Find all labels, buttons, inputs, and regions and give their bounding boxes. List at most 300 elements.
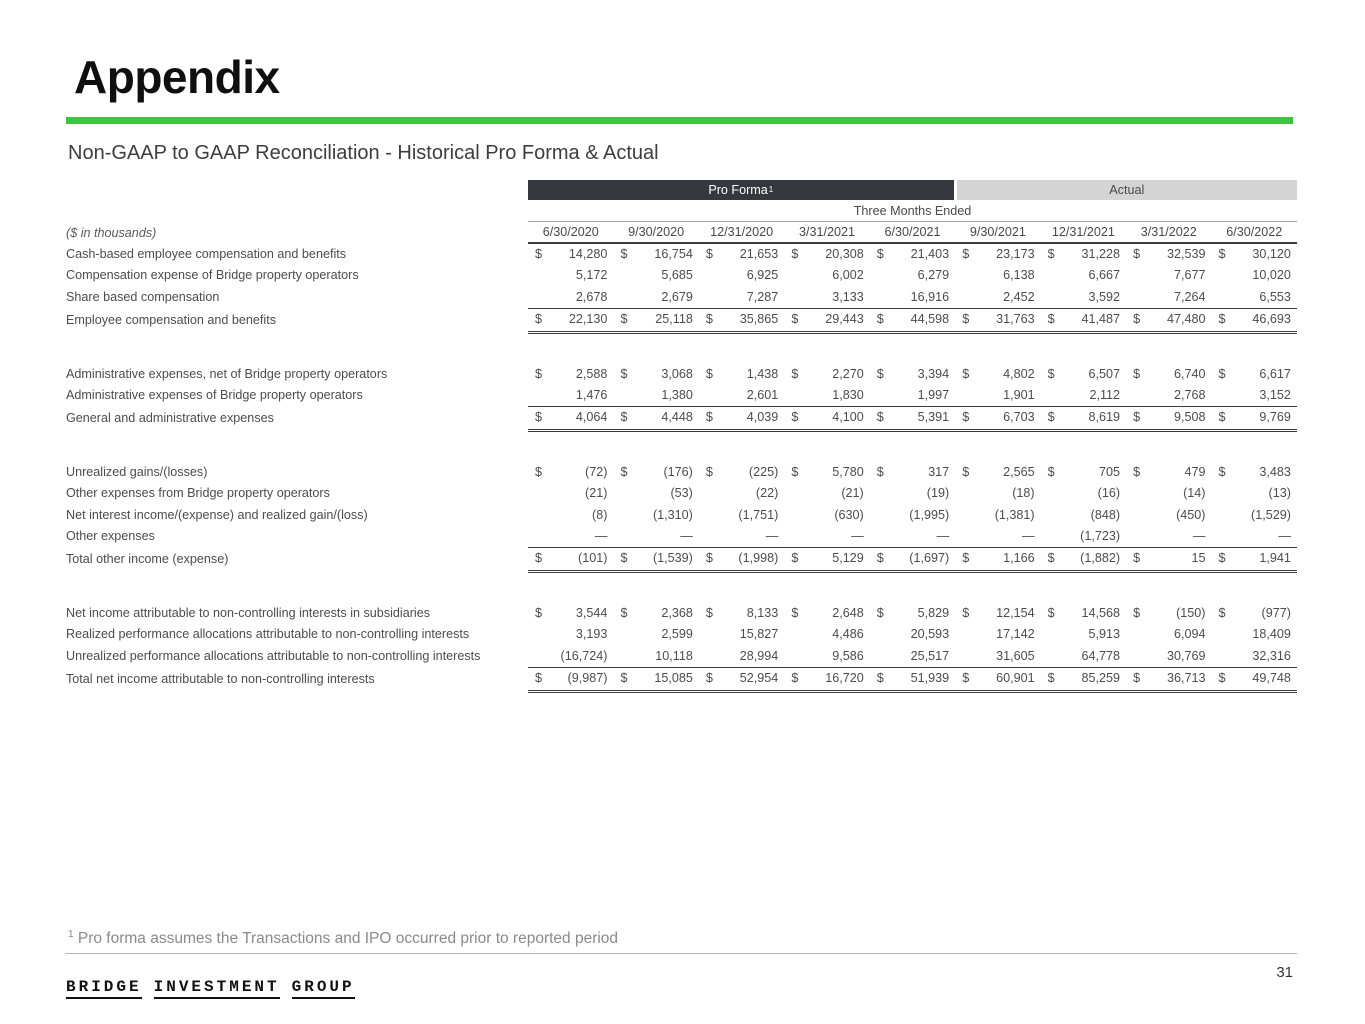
cell-value: 1,380: [661, 388, 693, 403]
table-row: [66, 462, 1297, 483]
currency-symbol: $: [962, 366, 970, 381]
company-logo: [66, 978, 367, 996]
currency-symbol: $: [1133, 410, 1141, 425]
table-cell: [1212, 385, 1297, 406]
cell-value: 41,487: [1081, 312, 1121, 327]
cell-value: (176): [663, 464, 693, 479]
cell-value: 10,020: [1252, 268, 1291, 283]
cell-value: (16): [1097, 486, 1121, 501]
table-cell: [528, 462, 613, 483]
row-cells: [528, 483, 1297, 504]
reconciliation-table: [66, 180, 1297, 693]
cell-value: 15: [1191, 551, 1206, 566]
cell-value: 20,308: [825, 247, 864, 261]
table-cell: [870, 462, 955, 483]
table-cell: [1212, 407, 1297, 428]
cell-value: 16,916: [910, 289, 950, 304]
cell-value: 31,228: [1081, 247, 1121, 261]
currency-symbol: $: [535, 312, 543, 327]
table-cell: [699, 526, 784, 547]
table-cell: [613, 385, 698, 406]
row-label: Share based compensation: [66, 289, 220, 304]
table-cell: [955, 462, 1040, 483]
cell-value: —: [594, 529, 608, 544]
table-cell: [613, 244, 698, 265]
cell-value: 4,100: [832, 410, 864, 425]
cell-value: 479: [1184, 464, 1206, 479]
cell-value: 6,617: [1259, 366, 1291, 381]
currency-symbol: $: [535, 410, 543, 425]
table-cell: [955, 287, 1040, 308]
cell-value: 2,601: [746, 388, 779, 403]
table-cell: [784, 462, 869, 483]
cell-value: 31,763: [996, 312, 1035, 327]
currency-symbol: $: [791, 366, 799, 381]
table-section: [66, 364, 1297, 432]
row-label: Net interest income/(expense) and realized gain/(loss): [66, 507, 368, 522]
row-cells: [528, 603, 1297, 624]
table-cell: [699, 603, 784, 624]
cell-value: (1,529): [1251, 507, 1291, 522]
row-cells: [528, 505, 1297, 526]
table-row: [66, 265, 1297, 286]
footnote-text: Pro forma assumes the Transactions and IPO occurred prior to reported period: [73, 930, 619, 948]
currency-symbol: $: [535, 605, 543, 620]
cell-value: 4,802: [1003, 366, 1035, 381]
cell-value: 5,129: [832, 551, 864, 566]
table-cell: [955, 244, 1040, 265]
table-cell: [955, 265, 1040, 286]
cell-value: 49,748: [1252, 671, 1291, 686]
currency-symbol: $: [620, 464, 628, 479]
cell-value: 32,539: [1166, 247, 1206, 261]
currency-symbol: $: [1133, 247, 1141, 261]
table-cell: [613, 548, 698, 569]
cell-value: 23,173: [996, 247, 1035, 261]
table-group-header-row: [66, 180, 1297, 200]
currency-symbol: $: [1047, 366, 1055, 381]
table-cell: [955, 624, 1040, 645]
table-cell: [955, 548, 1040, 569]
currency-symbol: $: [535, 366, 543, 381]
currency-symbol: $: [705, 605, 713, 620]
table-cell: [1126, 364, 1211, 385]
table-cell: [955, 385, 1040, 406]
table-cell: [699, 407, 784, 428]
currency-symbol: $: [962, 247, 970, 261]
table-cell: [1126, 244, 1211, 265]
table-cell: [784, 668, 869, 689]
table-cell: [1126, 646, 1211, 667]
cell-value: 20,593: [910, 627, 950, 642]
table-cell: [613, 526, 698, 547]
currency-symbol: $: [962, 551, 970, 566]
column-headers: [528, 222, 1297, 244]
footnote: [68, 929, 618, 948]
currency-symbol: $: [535, 671, 543, 686]
period-header-label: Three Months Ended: [528, 201, 1297, 222]
cell-value: 29,443: [825, 312, 864, 327]
table-row: [66, 287, 1297, 308]
table-total-row: [66, 308, 1297, 333]
table-cell: [528, 646, 613, 667]
currency-symbol: $: [876, 605, 884, 620]
cell-value: 2,648: [832, 605, 864, 620]
table-cell: [870, 668, 955, 689]
cell-value: (1,310): [652, 507, 693, 522]
row-cells: [528, 244, 1297, 265]
currency-symbol: $: [620, 366, 628, 381]
footer-divider: [65, 953, 1297, 954]
currency-symbol: $: [791, 551, 799, 566]
currency-symbol: $: [876, 464, 884, 479]
table-cell: [1041, 668, 1126, 689]
cell-value: 25,118: [655, 312, 693, 327]
cell-value: 30,769: [1166, 648, 1206, 663]
cell-value: 30,120: [1252, 247, 1291, 261]
table-cell: [1212, 462, 1297, 483]
currency-symbol: $: [791, 312, 799, 327]
logo-word: INVESTMENT: [154, 978, 280, 999]
table-cell: [955, 309, 1040, 330]
cell-value: —: [680, 529, 693, 544]
table-cell: [870, 548, 955, 569]
cell-value: —: [936, 529, 950, 544]
table-cell: [784, 603, 869, 624]
currency-symbol: $: [962, 410, 970, 425]
cell-value: (848): [1090, 507, 1121, 522]
cell-value: 36,713: [1166, 671, 1206, 686]
table-cell: [1041, 603, 1126, 624]
table-cell: [955, 407, 1040, 428]
table-section: [66, 462, 1297, 573]
table-cell: [699, 287, 784, 308]
table-section: [66, 244, 1297, 334]
table-cell: [528, 364, 613, 385]
table-cell: [1126, 548, 1211, 569]
cell-value: 2,768: [1173, 388, 1206, 403]
table-section: [66, 603, 1297, 693]
cell-value: 7,677: [1173, 268, 1206, 283]
table-cell: [699, 483, 784, 504]
cell-value: 31,605: [996, 648, 1035, 663]
table-cell: [699, 548, 784, 569]
cell-value: 6,740: [1173, 366, 1206, 381]
table-cell: [528, 624, 613, 645]
cell-value: 3,152: [1259, 388, 1291, 403]
table-cell: [528, 603, 613, 624]
cell-value: 5,829: [917, 605, 950, 620]
cell-value: 6,279: [917, 268, 950, 283]
currency-symbol: $: [620, 247, 628, 261]
table-cell: [613, 407, 698, 428]
table-cell: [613, 483, 698, 504]
currency-symbol: $: [1047, 671, 1055, 686]
table-cell: [613, 364, 698, 385]
cell-value: 317: [928, 464, 950, 479]
table-cell: [1041, 505, 1126, 526]
cell-value: —: [851, 529, 864, 544]
table-cell: [784, 287, 869, 308]
table-cell: [1041, 364, 1126, 385]
cell-value: 25,517: [910, 648, 950, 663]
cell-value: 15,827: [739, 627, 779, 642]
actual-header-bar: [957, 180, 1297, 200]
cell-value: (1,998): [738, 551, 779, 566]
table-cell: [1212, 603, 1297, 624]
table-cell: [613, 287, 698, 308]
table-cell: [1212, 287, 1297, 308]
table-cell: [870, 407, 955, 428]
currency-symbol: $: [1218, 551, 1226, 566]
cell-value: (1,381): [994, 507, 1035, 522]
table-row: [66, 364, 1297, 385]
table-cell: [1126, 287, 1211, 308]
cell-value: 5,780: [832, 464, 864, 479]
table-cell: [1126, 505, 1211, 526]
cell-value: (13): [1268, 486, 1291, 501]
cell-value: 3,193: [575, 627, 608, 642]
table-cell: [1212, 668, 1297, 689]
cell-value: 9,508: [1173, 410, 1206, 425]
table-cell: [528, 526, 613, 547]
table-cell: [1126, 309, 1211, 330]
table-cell: [613, 309, 698, 330]
column-header-date: 6/30/2022: [1226, 225, 1283, 239]
table-total-row: [66, 667, 1297, 692]
cell-value: (101): [578, 551, 608, 566]
row-label: Cash-based employee compensation and benefits: [66, 247, 347, 261]
currency-symbol: $: [876, 410, 884, 425]
currency-symbol: $: [1047, 410, 1055, 425]
table-cell: [784, 646, 869, 667]
currency-symbol: $: [962, 605, 970, 620]
cell-value: (21): [585, 486, 608, 501]
table-cell: [1212, 265, 1297, 286]
cell-value: 2,678: [575, 289, 608, 304]
cell-value: (977): [1261, 605, 1291, 620]
column-header-date: 6/30/2020: [542, 225, 599, 239]
row-label: Administrative expenses of Bridge property operators: [66, 388, 363, 403]
cell-value: 1,166: [1003, 551, 1035, 566]
table-cell: [870, 364, 955, 385]
row-cells: [528, 624, 1297, 645]
table-cell: [1041, 483, 1126, 504]
cell-value: 1,941: [1259, 551, 1291, 566]
table-cell: [528, 385, 613, 406]
currency-symbol: $: [620, 605, 628, 620]
table-row: [66, 526, 1297, 547]
cell-value: 5,913: [1088, 627, 1121, 642]
table-cell: [528, 287, 613, 308]
cell-value: 10,118: [655, 648, 693, 663]
currency-symbol: $: [535, 551, 543, 566]
row-label: Other expenses: [66, 529, 155, 544]
table-cell: [784, 505, 869, 526]
table-cell: [1041, 646, 1126, 667]
currency-symbol: $: [1218, 247, 1226, 261]
currency-symbol: $: [791, 671, 799, 686]
cell-value: —: [1192, 529, 1206, 544]
table-cell: [613, 624, 698, 645]
cell-value: 4,039: [746, 410, 779, 425]
table-cell: [528, 483, 613, 504]
cell-value: 1,476: [575, 388, 608, 403]
currency-symbol: $: [876, 671, 884, 686]
cell-value: 17,142: [996, 627, 1035, 642]
table-cell: [870, 385, 955, 406]
table-cell: [699, 624, 784, 645]
currency-symbol: $: [962, 464, 970, 479]
cell-value: 1,830: [832, 388, 864, 403]
row-cells: [528, 308, 1297, 333]
currency-symbol: $: [1047, 605, 1055, 620]
column-header-date: 3/31/2021: [799, 225, 856, 239]
currency-symbol: $: [1133, 605, 1141, 620]
cell-value: 9,586: [832, 648, 864, 663]
cell-value: (14): [1183, 486, 1206, 501]
table-cell: [1041, 287, 1126, 308]
cell-value: (630): [834, 507, 864, 522]
cell-value: (150): [1176, 605, 1206, 620]
table-cell: [528, 265, 613, 286]
cell-value: 2,112: [1089, 388, 1121, 403]
table-cell: [784, 364, 869, 385]
cell-value: 85,259: [1081, 671, 1121, 686]
table-cell: [870, 646, 955, 667]
cell-value: 15,085: [654, 671, 693, 686]
table-cell: [1212, 526, 1297, 547]
table-cell: [1041, 548, 1126, 569]
table-cell: [870, 505, 955, 526]
row-cells: [528, 364, 1297, 385]
table-row: [66, 603, 1297, 624]
table-cell: [1212, 309, 1297, 330]
table-cell: [699, 646, 784, 667]
currency-symbol: $: [1047, 551, 1055, 566]
table-cell: [1212, 505, 1297, 526]
currency-symbol: $: [791, 464, 799, 479]
slide-subtitle: Non-GAAP to GAAP Reconciliation - Historical Pro Forma & Actual: [68, 142, 659, 164]
cell-value: (1,751): [738, 507, 779, 522]
table-row: [66, 624, 1297, 645]
cell-value: (8): [592, 507, 608, 522]
row-label: Total other income (expense): [66, 552, 229, 567]
cell-value: 5,391: [917, 410, 950, 425]
row-label: Compensation expense of Bridge property operators: [66, 268, 359, 283]
currency-symbol: $: [705, 551, 713, 566]
table-cell: [699, 462, 784, 483]
table-cell: [784, 526, 869, 547]
cell-value: 6,002: [832, 268, 864, 283]
table-cell: [784, 407, 869, 428]
table-cell: [1212, 483, 1297, 504]
cell-value: 6,553: [1259, 289, 1291, 304]
row-label: Other expenses from Bridge property operators: [66, 486, 330, 501]
cell-value: (22): [755, 486, 779, 501]
row-cells: [528, 646, 1297, 667]
table-cell: [1212, 624, 1297, 645]
cell-value: 21,653: [739, 247, 779, 261]
cell-value: 6,703: [1003, 410, 1035, 425]
table-cell: [613, 265, 698, 286]
currency-symbol: $: [1133, 671, 1141, 686]
currency-symbol: $: [1218, 671, 1226, 686]
table-cell: [1126, 462, 1211, 483]
currency-symbol: $: [1218, 410, 1226, 425]
cell-value: 8,619: [1088, 410, 1121, 425]
cell-value: 3,394: [917, 366, 950, 381]
row-label: Administrative expenses, net of Bridge property operators: [66, 366, 388, 381]
cell-value: 5,172: [575, 268, 608, 283]
table-cell: [784, 309, 869, 330]
row-cells: [528, 462, 1297, 483]
table-cell: [1041, 385, 1126, 406]
table-cell: [784, 244, 869, 265]
table-cell: [1041, 462, 1126, 483]
table-cell: [1041, 244, 1126, 265]
cell-value: 2,452: [1003, 289, 1035, 304]
logo-word: GROUP: [292, 978, 355, 999]
actual-header-label: Actual: [1109, 183, 1145, 197]
row-cells: [528, 385, 1297, 406]
cell-value: 8,133: [746, 605, 779, 620]
table-cell: [1126, 668, 1211, 689]
table-cell: [870, 624, 955, 645]
table-cell: [955, 646, 1040, 667]
cell-value: 2,679: [661, 289, 693, 304]
currency-symbol: $: [876, 551, 884, 566]
period-header-row: [66, 201, 1297, 222]
cell-value: 4,486: [832, 627, 864, 642]
cell-value: 18,409: [1252, 627, 1291, 642]
cell-value: 44,598: [910, 312, 950, 327]
currency-symbol: $: [1133, 464, 1141, 479]
title-accent-rule: [66, 117, 1293, 124]
cell-value: (72): [585, 464, 608, 479]
table-cell: [699, 385, 784, 406]
cell-value: 51,939: [910, 671, 950, 686]
table-cell: [1041, 265, 1126, 286]
cell-value: 47,480: [1166, 312, 1206, 327]
cell-value: 3,068: [661, 366, 693, 381]
cell-value: 4,448: [661, 410, 693, 425]
table-cell: [613, 462, 698, 483]
cell-value: 12,154: [996, 605, 1035, 620]
column-header-date: 12/31/2021: [1051, 225, 1115, 239]
cell-value: (21): [841, 486, 864, 501]
currency-symbol: $: [1133, 366, 1141, 381]
table-cell: [1126, 603, 1211, 624]
row-cells: [528, 526, 1297, 547]
cell-value: 705: [1099, 464, 1121, 479]
table-cell: [699, 244, 784, 265]
cell-value: 7,264: [1173, 289, 1206, 304]
table-cell: [784, 548, 869, 569]
cell-value: 6,925: [746, 268, 779, 283]
currency-symbol: $: [1218, 312, 1226, 327]
table-cell: [870, 309, 955, 330]
table-cell: [955, 483, 1040, 504]
cell-value: 2,270: [832, 366, 864, 381]
cell-value: 5,685: [661, 268, 693, 283]
table-cell: [1041, 624, 1126, 645]
cell-value: (18): [1012, 486, 1035, 501]
table-row: [66, 505, 1297, 526]
cell-value: 3,483: [1259, 464, 1291, 479]
table-cell: [1126, 407, 1211, 428]
group-header-bars: [528, 180, 1297, 200]
